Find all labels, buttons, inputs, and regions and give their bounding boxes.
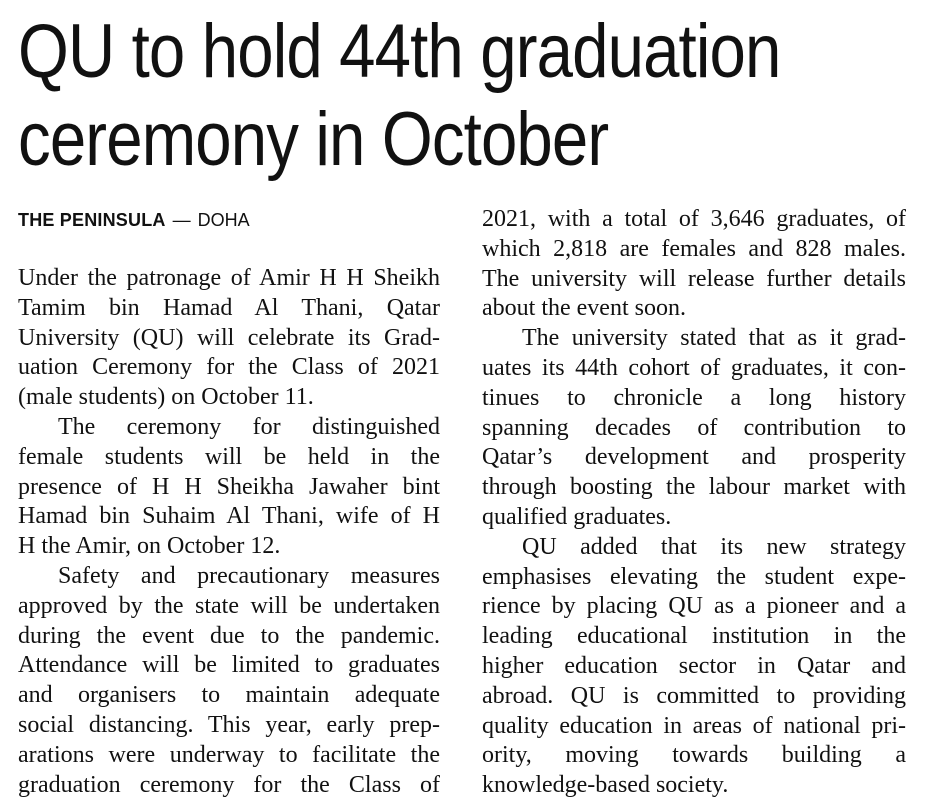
body-text-line: approved by the state will be undertaken bbox=[18, 592, 440, 619]
body-text-line: graduation ceremony for the Class of bbox=[18, 771, 440, 798]
byline-separator: — bbox=[172, 210, 191, 230]
body-text-line: qualified graduates. bbox=[482, 503, 672, 530]
headline-line-2: ceremony in October bbox=[18, 97, 609, 182]
body-text-line: Hamad bin Suhaim Al Thani, wife of H bbox=[18, 503, 440, 530]
body-text-line: (male students) on October 11. bbox=[18, 384, 314, 411]
body-text-line: quality education in areas of national pri- bbox=[482, 712, 906, 739]
body-text-line: abroad. QU is committed to providing bbox=[482, 682, 906, 709]
body-text-line: University (QU) will celebrate its Grad- bbox=[18, 324, 440, 351]
body-text-line: during the event due to the pandemic. bbox=[18, 622, 440, 649]
body-text-line: knowledge-based society. bbox=[482, 772, 729, 799]
body-text-line: uates its 44th cohort of graduates, it con- bbox=[482, 354, 906, 381]
article-column-right bbox=[482, 205, 906, 801]
body-text-line: uation Ceremony for the Class of 2021 bbox=[18, 354, 440, 381]
body-text-line: social distancing. This year, early prep- bbox=[18, 711, 440, 738]
headline bbox=[18, 8, 792, 184]
body-text-line: Under the patronage of Amir H H Sheikh bbox=[18, 265, 440, 291]
body-text-line: spanning decades of contribution to bbox=[482, 414, 906, 441]
body-text-line: H the Amir, on October 12. bbox=[18, 533, 281, 560]
byline-location: DOHA bbox=[197, 210, 250, 230]
byline bbox=[18, 207, 250, 233]
body-text-line: QU added that its new strategy bbox=[522, 533, 906, 560]
body-text-line: presence of H H Sheikha Jawaher bint bbox=[18, 473, 440, 500]
body-text-line: Safety and precautionary measures bbox=[58, 562, 440, 589]
body-text-line: The ceremony for distinguished bbox=[58, 413, 440, 440]
body-text-line: tinues to chronicle a long history bbox=[482, 384, 906, 411]
body-text-line: which 2,818 are females and 828 males. bbox=[482, 235, 906, 262]
body-text-line: and organisers to maintain adequate bbox=[18, 682, 440, 709]
body-text-line: rience by placing QU as a pioneer and a bbox=[482, 593, 906, 620]
body-text-line: higher education sector in Qatar and bbox=[482, 652, 906, 679]
body-text-line: 2021, with a total of 3,646 graduates, of bbox=[482, 206, 906, 232]
body-text-line: arations were underway to facilitate the bbox=[18, 741, 440, 768]
body-text-line: emphasises elevating the student expe- bbox=[482, 563, 906, 590]
headline-line-1: QU to hold 44th graduation bbox=[18, 9, 781, 94]
body-text-line: Attendance will be limited to graduates bbox=[18, 652, 440, 679]
body-text-line: ority, moving towards building a bbox=[482, 742, 906, 769]
body-text-line: through boosting the labour market with bbox=[482, 474, 906, 501]
body-text-line: leading educational institution in the bbox=[482, 623, 906, 650]
body-text-line: Tamim bin Hamad Al Thani, Qatar bbox=[18, 294, 440, 321]
byline-publication: THE PENINSULA bbox=[18, 210, 166, 230]
body-text-line: female students will be held in the bbox=[18, 443, 440, 470]
body-text-line: The university will release further details bbox=[482, 265, 906, 292]
body-text-line: about the event soon. bbox=[482, 295, 686, 322]
article-column-left bbox=[18, 264, 440, 800]
body-text-line: Qatar’s development and prosperity bbox=[482, 444, 906, 471]
body-text-line: The university stated that as it grad- bbox=[522, 325, 906, 352]
